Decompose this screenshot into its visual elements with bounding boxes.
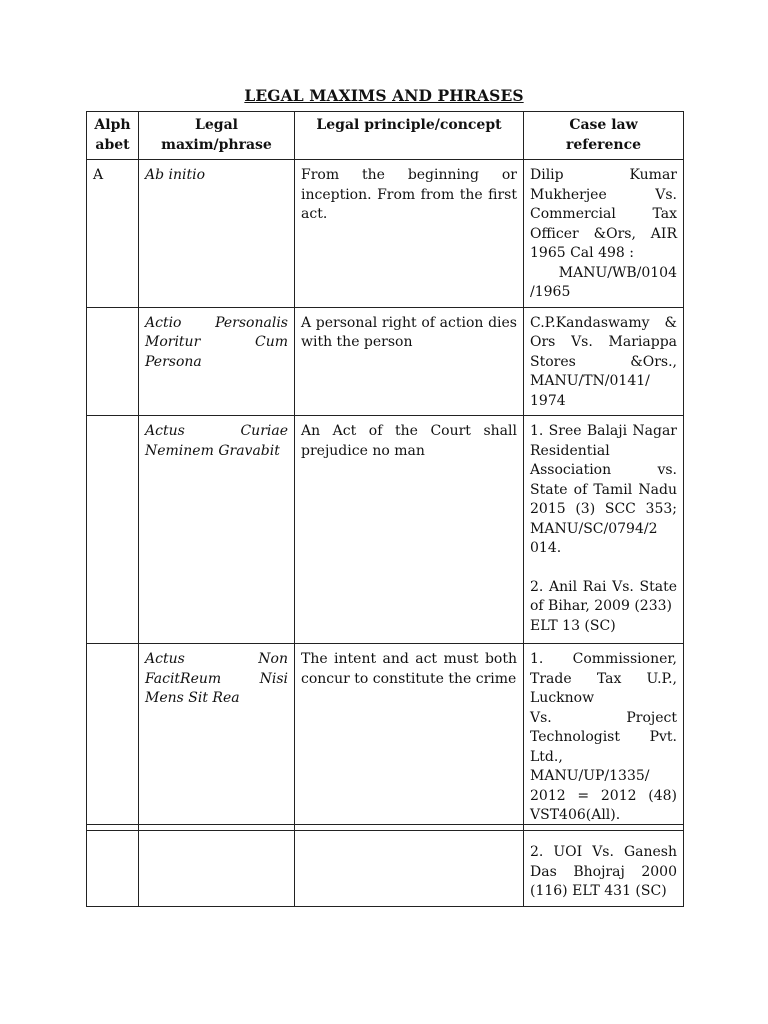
row-principle: From the beginning or inception. From from the first act. <box>295 160 524 308</box>
case-reference: 2. UOI Vs. Ganesh Das Bhojraj 2000 (116) ELT 431 (SC) <box>530 844 677 899</box>
row-caselaw <box>524 416 684 644</box>
case-reference: 1. Commissioner, Trade Tax U.P., Lucknow <box>530 651 677 706</box>
document-title: LEGAL MAXIMS AND PHRASES <box>244 86 524 105</box>
row-alphabet <box>87 307 139 416</box>
table-row <box>87 307 684 416</box>
case-reference: 1. Sree Balaji Nagar Residential Association vs. State of Tamil Nadu 2015 (3) SCC 353; MANU/SC/0794/2 014. <box>530 423 677 556</box>
header-principle: Legal principle/concept <box>295 112 524 160</box>
row-alphabet: A <box>87 160 139 308</box>
row-caselaw <box>524 307 684 416</box>
case-reference: MANU/WB/0104 /1965 <box>530 264 677 300</box>
row-caselaw <box>524 160 684 308</box>
row-caselaw <box>524 644 684 831</box>
paragraph-gap <box>530 559 677 578</box>
row-principle: An Act of the Court shall prejudice no man <box>295 416 524 644</box>
row-maxim: Actus Non FacitReum Nisi Mens Sit Rea <box>139 644 295 831</box>
case-reference: C.P.Kandaswamy & Ors Vs. Mariappa Stores &Ors., MANU/TN/0141/ 1974 <box>530 314 677 409</box>
table-row <box>87 416 684 644</box>
header-caselaw: Case law reference <box>524 112 684 160</box>
row-maxim: Actio Personalis Moritur Cum Persona <box>139 307 295 416</box>
case-reference: ELT 13 (SC) <box>530 617 616 634</box>
continuation-table <box>86 824 684 907</box>
table-row <box>87 644 684 831</box>
row-caselaw <box>524 825 684 907</box>
case-reference: Vs. Project Technologist Pvt. Ltd., MANU/UP/1335/ 2012 = 2012 (48) VST406(All). <box>530 709 677 823</box>
table-row <box>87 160 684 308</box>
case-reference: 2. Anil Rai Vs. State of Bihar, 2009 (233) <box>530 578 677 614</box>
case-reference: Dilip Kumar Mukherjee Vs. Commercial Tax Officer &Ors, AIR 1965 Cal 498 : <box>530 167 677 261</box>
table-header-row <box>87 112 684 160</box>
row-alphabet <box>87 825 139 907</box>
header-maxim: Legal maxim/phrase <box>139 112 295 160</box>
row-principle: A personal right of action dies with the person <box>295 307 524 416</box>
table-row <box>87 825 684 907</box>
row-maxim <box>139 825 295 907</box>
row-principle <box>295 825 524 907</box>
legal-maxims-table <box>86 111 684 831</box>
header-alphabet: Alph abet <box>87 112 139 160</box>
row-principle: The intent and act must both concur to constitute the crime <box>295 644 524 831</box>
row-maxim: Ab initio <box>139 160 295 308</box>
row-maxim: Actus Curiae Neminem Gravabit <box>139 416 295 644</box>
row-alphabet <box>87 644 139 831</box>
row-alphabet <box>87 416 139 644</box>
